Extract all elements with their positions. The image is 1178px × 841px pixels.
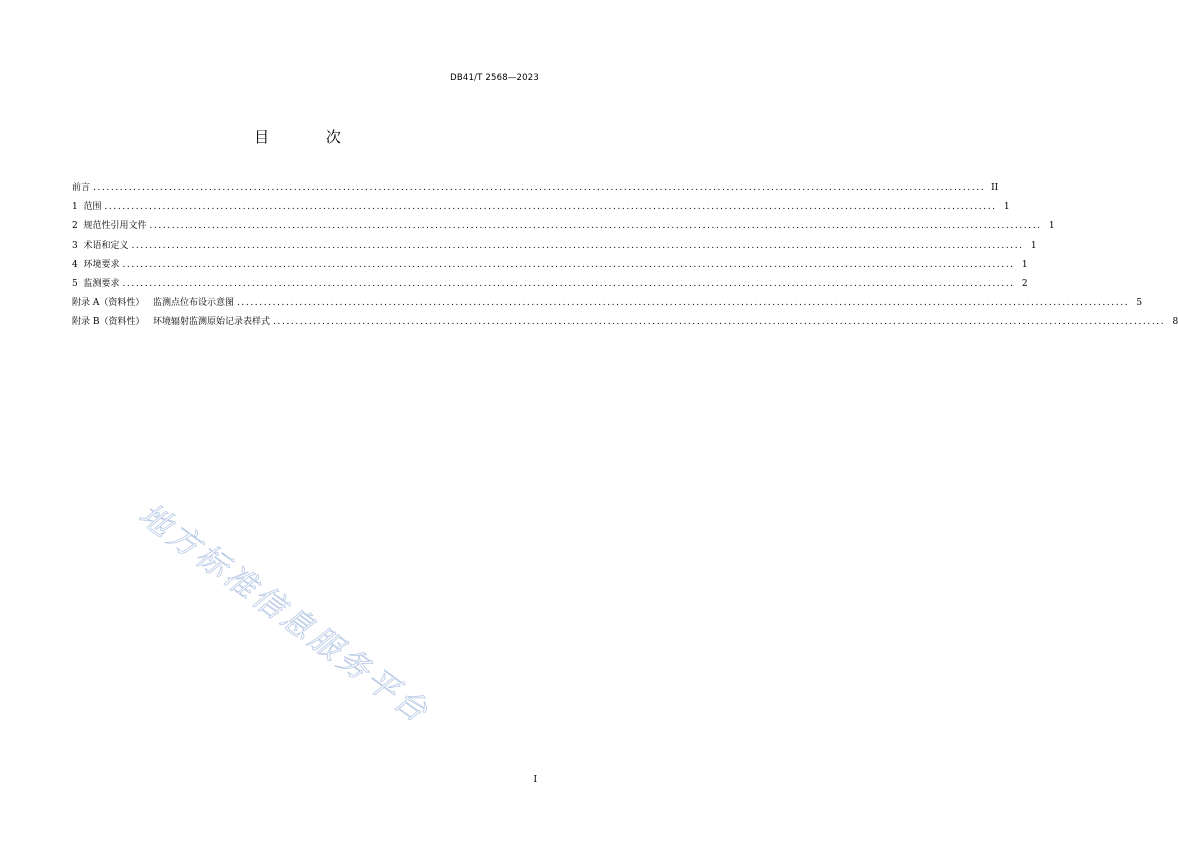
document-code: DB41/T 2568—2023 bbox=[450, 73, 539, 83]
toc-entry-page: 1 bbox=[1003, 202, 1010, 213]
toc-entry-monitoring-requirements[interactable] bbox=[72, 276, 1028, 295]
toc-entry-page: II bbox=[991, 183, 999, 193]
toc-entry-label: 5 监测要求 bbox=[72, 278, 120, 289]
toc-entry-label: 1 范围 bbox=[72, 202, 102, 213]
toc-leader-dots: ........................................................................................................................................................................................................ bbox=[104, 202, 997, 213]
toc-leader-dots: ........................................................................................................................................................................................................ bbox=[236, 298, 1130, 309]
toc-leader-dots: ........................................................................................................................................................................................................ bbox=[149, 221, 1042, 232]
toc-entry-normative-references[interactable] bbox=[72, 218, 1055, 237]
toc-entry-page: 2 bbox=[1021, 278, 1028, 289]
toc-entry-label: 附录 B（资料性） 环境辐射监测原始记录表样式 bbox=[72, 317, 271, 328]
toc-entry-foreword[interactable] bbox=[72, 180, 999, 199]
toc-entry-page: 8 bbox=[1172, 317, 1178, 328]
table-of-contents bbox=[72, 180, 1178, 334]
toc-entry-page: 5 bbox=[1136, 298, 1143, 309]
toc-leader-dots: ........................................................................................................................................................................................................ bbox=[122, 259, 1015, 270]
toc-entry-environment-requirements[interactable] bbox=[72, 257, 1028, 276]
toc-entry-scope[interactable] bbox=[72, 199, 1010, 218]
toc-leader-dots: ........................................................................................................................................................................................................ bbox=[122, 278, 1015, 289]
watermark: 地方标准信息服务平台 bbox=[132, 496, 437, 732]
toc-entry-appendix-a[interactable] bbox=[72, 295, 1143, 314]
toc-entry-label: 4 环境要求 bbox=[72, 259, 120, 270]
toc-entry-label: 前言 bbox=[72, 183, 91, 193]
toc-entry-appendix-b[interactable] bbox=[72, 314, 1178, 333]
toc-entry-page: 1 bbox=[1030, 240, 1037, 251]
toc-entry-terms[interactable] bbox=[72, 238, 1037, 257]
toc-leader-dots: ........................................................................................................................................................................................................ bbox=[93, 183, 986, 193]
toc-entry-page: 1 bbox=[1021, 259, 1028, 270]
toc-leader-dots: ........................................................................................................................................................................................................ bbox=[273, 317, 1166, 328]
page-number: I bbox=[533, 775, 537, 785]
toc-entry-label: 附录 A（资料性） 监测点位布设示意图 bbox=[72, 298, 234, 309]
toc-entry-label: 3 术语和定义 bbox=[72, 240, 129, 251]
toc-title: 目 次 bbox=[254, 128, 367, 146]
toc-leader-dots: ........................................................................................................................................................................................................ bbox=[131, 240, 1024, 251]
toc-entry-label: 2 规范性引用文件 bbox=[72, 221, 147, 232]
toc-entry-page: 1 bbox=[1048, 221, 1055, 232]
